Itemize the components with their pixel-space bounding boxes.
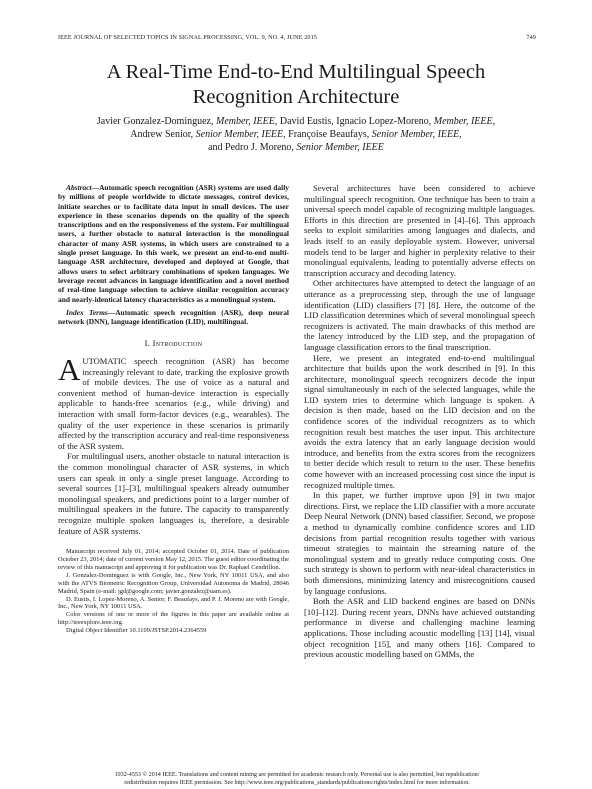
footnote-manuscript: Manuscript received July 01, 2014; accepted October 01, 2014. Date of publication October 23, 2014; date of current version May 12, 2015. The guest editor coordinating the review of this manuscript and approving it for publication was Dr. Raphael Cendrillon. <box>58 548 289 571</box>
body-paragraph-1: Several architectures have been considered to achieve multilingual speech recognition. One technique has been to train a universal speech model capable of recognizing multiple languages. Efforts in this direction are presented in [4]–[6]. This approach seeks to exploit similarities among languages and dialects, and leads itself to an easily deployable system. However, universal models tend to be larger and higher in perplexity relative to their monolingual equivalents, leading to potentially adverse effects on transcription accuracy and decoding latency. <box>304 183 535 278</box>
index-terms <box>58 308 289 327</box>
author-5-role: Senior Member, IEEE, <box>371 129 462 140</box>
copyright-notice <box>58 771 536 787</box>
body-paragraph-4: In this paper, we further improve upon [9] in two major directions. First, we replace the LID classifier with a more accurate Deep Neural Network (DNN) based classifier. Second, we propose a method to dynamically combine confidence scores and LID decisions from partial recognition results together with various timeout strategies to maintain the streaming nature of the monolingual system and to greatly reduce computing costs. One such strategy is shown to perform with near-ideal characteristics in both dimensions, minimizing latency and misrecognitions caused by language confusions. <box>304 490 535 596</box>
footnote-affiliation-2: D. Eustis, I. Lopez-Moreno, A. Senior, F. Beaufays, and P. J. Moreno are with Google, Inc., New York, NY 10011 USA. <box>58 595 289 611</box>
footnote-affiliation-1: J. Gonzalez-Dominguez is with Google, Inc., New York, NY 10011 USA, and also with the ATVS Biometric Recognition Group, Universidad Autonoma de Madrid, 28046 Madrid, Spain (e-mail: jgd@google.com; javier.gonzalez@uam.es). <box>58 571 289 595</box>
paper-title <box>40 60 552 110</box>
author-3-name: Ignacio Lopez-Moreno, <box>336 116 432 127</box>
right-column <box>304 183 535 660</box>
author-1-name: Javier Gonzalez-Dominguez, <box>96 116 214 127</box>
body-paragraph-2: Other architectures have attempted to detect the language of an utterance as a preprocessing step, through the use of language identification (LID) classifiers [7] [8]. Here, the outcome of the LID classification determines which of several monolingual speech recognizers is activated. The main drawbacks of this method are the latency introduced by the LID step, and the propagation of language classification errors to the final transcription. <box>304 278 535 352</box>
copyright-line-1: 1932-4553 © 2014 IEEE. Translations and content mining are permitted for academic research only. Personal use is also permitted, but republication/ <box>114 772 480 778</box>
footnotes <box>58 548 289 635</box>
author-4-role: Senior Member, IEEE, <box>195 129 286 140</box>
intro-paragraph-1 <box>58 352 289 451</box>
author-5-name: Françoise Beaufays, <box>288 129 370 140</box>
author-2-name: David Eustis, <box>279 116 334 127</box>
body-paragraph-3: Here, we present an integrated end-to-end multilingual architecture that builds upon the work described in [9]. In this architecture, monolingual speech recognizers decode the input signal simultaneously in each of the selected languages, while the LID system tries to determine which language is spoken. A decision is then made, based on the LID decision and on the confidence scores of the individual recognizers as to which recognition result best matches the user input. This architecture avoids the extra latency that an early language decision would introduce, and benefits from the extra scores from the recognizers to better decide which result to return to the user. These benefits come however with an increased processing cost since the input is recognized multiple times. <box>304 352 535 490</box>
drop-cap: A <box>58 352 81 388</box>
abstract <box>58 183 289 304</box>
page-number: 749 <box>526 34 536 41</box>
index-terms-lead: Index Terms <box>66 307 108 317</box>
title-line-1: A Real-Time End-to-End Multilingual Speech <box>106 61 486 83</box>
index-terms-text: —Automatic speech recognition (ASR), deep neural network (DNN), language identification (LID), multilingual. <box>58 307 289 327</box>
abstract-lead: Abstract <box>66 183 92 192</box>
author-6-role: Senior Member, IEEE <box>296 142 384 153</box>
author-4-name: Andrew Senior, <box>130 129 194 140</box>
author-list <box>56 115 536 154</box>
footnote-doi: Digital Object Identifier 10.1109/JSTSP.2014.2364559 <box>66 627 207 635</box>
title-line-2: Recognition Architecture <box>192 86 400 108</box>
copyright-line-2: redistribution requires IEEE permission. See http://www.ieee.org/publications_standards/publications/rights/index.html for more information. <box>124 780 470 786</box>
abstract-text: —Automatic speech recognition (ASR) systems are used daily by millions of people worldwide to dictate messages, control devices, initiate searches or to facilitate data input in small devices. The user experience in these scenarios depends on the quality of the speech transcriptions and on the responsiveness of the system. For multilingual users, a further obstacle to natural interaction is the monolingual character of many ASR systems, in which users are constrained to a single preset language. In this work, we present an end-to-end multi-language ASR architecture, developed and deployed at Google, that allows users to select arbitrary combinations of spoken languages. We leverage recent advances in language identification and a novel method of real-time language selection to achieve similar recognition accuracy and nearly-identical latency characteristics as a monolingual system. <box>58 183 289 304</box>
intro-paragraph-2: For multilingual users, another obstacle to natural interaction is the common monolingual character of ASR systems, in which users can speak in only a single preset language. According to several sources [1]–[3], multilingual speakers already outnumber monolingual speakers, and predictions point to a larger number of multilingual speakers in the future. The capacity to transparently recognize multiple spoken languages is, therefore, a desirable feature of ASR systems. <box>58 451 289 536</box>
left-column <box>58 183 289 635</box>
section-number: I. <box>144 338 151 349</box>
author-6-name: and Pedro J. Moreno, <box>208 142 294 153</box>
section-heading-introduction <box>58 338 289 349</box>
author-3-role: Member, IEEE, <box>433 116 496 127</box>
body-paragraph-5: Both the ASR and LID backend engines are based on DNNs [10]–[12]. During recent years, DNNs have achieved outstanding performance in diverse and challenging machine learning applications. Those including acoustic modelling [13] [14], visual object recognition [15], and many others [16]. Compared to previous acoustic modelling based on GMMs, the <box>304 596 535 660</box>
running-header <box>58 34 536 44</box>
journal-name: IEEE JOURNAL OF SELECTED TOPICS IN SIGNAL PROCESSING, VOL. 9, NO. 4, JUNE 2015 <box>58 34 317 41</box>
intro-p1-text: UTOMATIC speech recognition (ASR) has become increasingly relevant to date, tracking the explosive growth of mobile devices. The use of voice as a natural and convenient method of human-device interaction is especially applicable to hands-free scenarios (e.g., while driving) and interaction with small form-factor devices (e.g., wearables). The quality of the user experience in these scenarios is primarily affected by the transcription accuracy and real-time responsiveness of the ASR system. <box>58 356 289 451</box>
section-title: Introduction <box>152 338 203 349</box>
author-1-role: Member, IEEE, <box>216 116 278 127</box>
footnote-color-versions: Color versions of one or more of the figures in this paper are available online at http://ieeexplore.ieee.org. <box>58 611 289 627</box>
